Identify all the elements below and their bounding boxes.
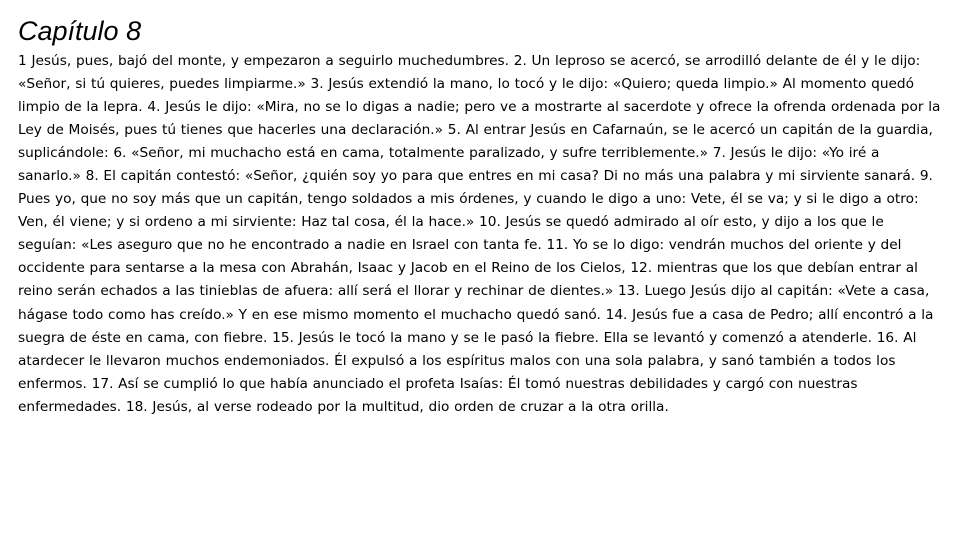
slide-title: Capítulo 8 [18, 16, 142, 46]
slide-body-text: 1 Jesús, pues, bajó del monte, y empezaron a seguirlo muchedumbres. 2. Un leproso se acercó, se arrodilló delante de él y le dijo: «Señor, si tú quieres, puedes limpiarme.» 3. Jesús extendió la mano, lo tocó y le dijo: «Quiero; queda limpio.» Al momento quedó limpio de la lepra. 4. Jesús le dijo: «Mira, no se lo digas a nadie; pero ve a mostrarte al sacerdote y ofrece la ofrenda ordenada por la Ley de Moisés, pues tú tienes que hacerles una declaración.» 5. Al entrar Jesús en Cafarnaún, se le acercó un capitán de la guardia, suplicándole: 6. «Señor, mi muchacho está en cama, totalmente paralizado, y sufre terriblemente.» 7. Jesús le dijo: «Yo iré a sanarlo.» 8. El capitán contestó: «Señor, ¿quién soy yo para que entres en mi casa? Di no más una palabra y mi sirviente sanará. 9. Pues yo, que no soy más que un capitán, tengo soldados a mis órdenes, y cuando le digo a uno: Vete, él se va; y si le digo a otro: Ven, él viene; y si ordeno a mi sirviente: Haz tal cosa, él la hace.» 10. Jesús se quedó admirado al oír esto, y dijo a los que le seguían: «Les aseguro que no he encontrado a nadie en Israel con tanta fe. 11. Yo se lo digo: vendrán muchos del oriente y del occidente para sentarse a la mesa con Abrahán, Isaac y Jacob en el Reino de los Cielos, 12. mientras que los que debían entrar al reino serán echados a las tinieblas de afuera: allí será el llorar y rechinar de dientes.» 13. Luego Jesús dijo al capitán: «Vete a casa, hágase todo como has creído.» Y en ese mismo momento el muchacho quedó sanó. 14. Jesús fue a casa de Pedro; allí encontró a la suegra de éste en cama, con fiebre. 15. Jesús le tocó la mano y se le pasó la fiebre. Ella se levantó y comenzó a atenderle. 16. Al atardecer le llevaron muchos endemoniados. Él expulsó a los espíritus malos con una sola palabra, y sanó también a todos los enfermos. 17. Así se cumplió lo que había anunciado el profeta Isaías: Él tomó nuestras debilidades y cargó con nuestras enfermedades. 18. Jesús, al verse rodeado por la multitud, dio orden de cruzar a la otra orilla. [18, 53, 941, 415]
